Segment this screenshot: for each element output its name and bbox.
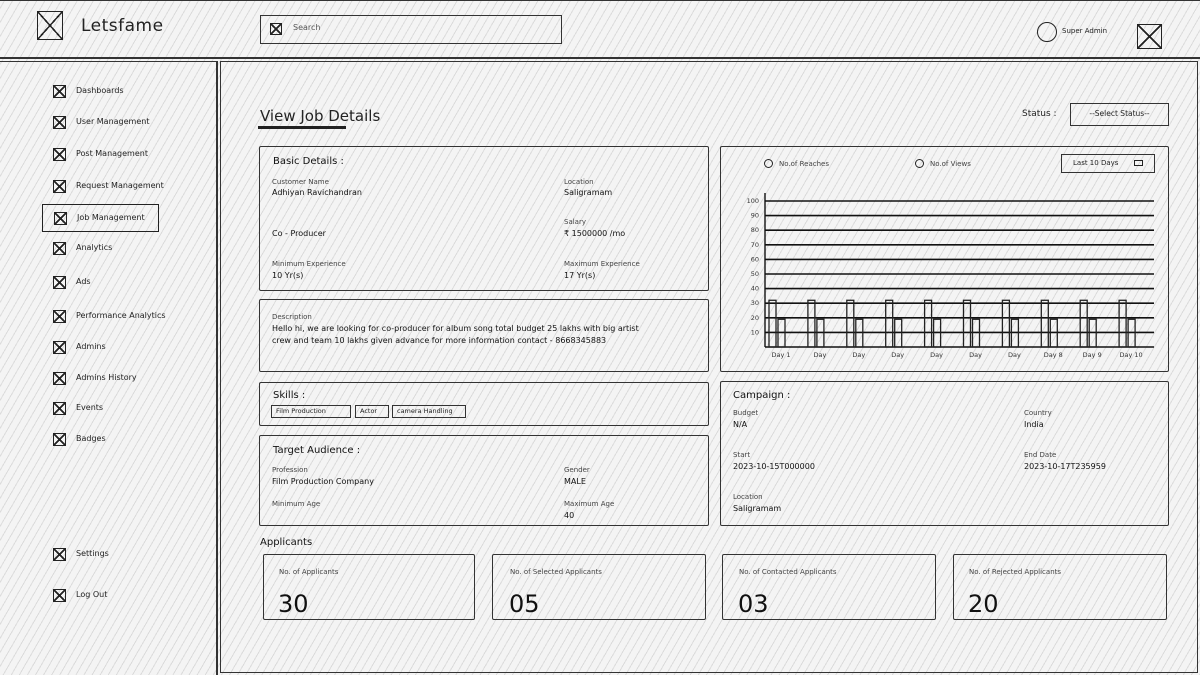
job-icon <box>54 212 67 225</box>
basic-details-card <box>259 146 709 291</box>
max-age-value: 40 <box>564 511 575 520</box>
menu-icon[interactable] <box>1137 24 1162 49</box>
min-age-label: Minimum Age <box>272 500 321 508</box>
x-tick-label: Day 8 <box>1043 351 1063 359</box>
campaign-location-value: Saligramam <box>733 504 782 513</box>
post-icon <box>53 148 66 161</box>
user-name[interactable]: Super Admin <box>1062 27 1108 35</box>
bar-reaches <box>769 300 776 347</box>
rejected-applicants-count: 20 <box>968 590 999 618</box>
bar-reaches <box>1119 300 1126 347</box>
skill-tag: camera Handling <box>392 405 466 418</box>
sidebar-item-job-management[interactable] <box>42 204 159 232</box>
y-tick-label: 80 <box>750 226 759 235</box>
bar-reaches <box>847 300 854 347</box>
sidebar-item-label: Request Management <box>76 181 164 190</box>
x-tick-label: Day 1 <box>771 351 791 359</box>
sidebar-item-log-out[interactable] <box>42 582 159 610</box>
skills-card <box>259 382 709 426</box>
contacted-applicants-label: No. of Contacted Applicants <box>739 568 837 576</box>
x-tick-label: Day <box>852 351 866 359</box>
x-tick-label: Day <box>930 351 944 359</box>
budget-label: Budget <box>733 409 759 417</box>
campaign-title: Campaign : <box>733 390 791 401</box>
min-experience-value: 10 Yr(s) <box>272 271 304 280</box>
sidebar-item-label: Settings <box>76 549 109 558</box>
app-logo-icon[interactable] <box>37 11 63 40</box>
app-title: Letsfame <box>81 16 164 36</box>
y-tick-label: 50 <box>750 270 759 278</box>
description-line-1: Hello hi, we are looking for co-producer for album song total budget 25 lakhs with big artist <box>272 324 639 333</box>
y-tick-label: 60 <box>750 255 759 264</box>
start-value: 2023-10-15T000000 <box>733 462 815 471</box>
bar-reaches <box>1002 300 1009 347</box>
location-label: Location <box>564 178 594 186</box>
page-title: View Job Details <box>260 107 381 125</box>
ads-icon <box>53 276 66 289</box>
sidebar-item-badges[interactable] <box>42 426 159 454</box>
bar-reaches <box>964 300 971 347</box>
sidebar-item-label: Job Management <box>77 213 145 222</box>
customer-name-value: Adhiyan Ravichandran <box>272 188 362 197</box>
sidebar-item-label: Ads <box>76 277 91 286</box>
events-icon <box>53 402 66 415</box>
logout-icon <box>53 589 66 602</box>
role-value: Co - Producer <box>272 229 326 238</box>
applicants-count: 30 <box>278 590 309 618</box>
admins-icon <box>53 341 66 354</box>
sidebar-item-events[interactable] <box>42 395 159 423</box>
sidebar-item-request-management[interactable] <box>42 173 164 201</box>
budget-value: N/A <box>733 420 748 429</box>
profession-value: Film Production Company <box>272 477 374 486</box>
basic-details-title: Basic Details : <box>273 156 344 167</box>
top-header <box>0 0 1200 59</box>
bar-reaches <box>1041 300 1048 347</box>
sidebar-item-label: Post Management <box>76 149 148 158</box>
sidebar-item-label: Log Out <box>76 590 108 599</box>
location-value: Saligramam <box>564 188 613 197</box>
max-experience-label: Maximum Experience <box>564 260 640 268</box>
end-date-label: End Date <box>1024 451 1057 459</box>
request-icon <box>53 180 66 193</box>
skill-tag: Film Production <box>271 405 351 418</box>
sidebar-item-user-management[interactable] <box>42 109 159 137</box>
sidebar-item-label: Admins History <box>76 373 137 382</box>
sidebar-item-label: User Management <box>76 117 150 126</box>
x-tick-label: Day <box>813 351 827 359</box>
y-tick-label: 20 <box>750 313 759 322</box>
sidebar-item-label: Dashboards <box>76 86 124 95</box>
dashboard-icon <box>53 85 66 98</box>
campaign-card <box>720 381 1169 526</box>
skill-tag: Actor <box>355 405 389 418</box>
search-placeholder: Search <box>293 23 321 32</box>
x-tick-label: Day <box>969 351 982 359</box>
title-underline <box>258 126 346 129</box>
bar-reaches <box>1080 300 1087 347</box>
sidebar-item-dashboards[interactable] <box>42 78 159 106</box>
profession-label: Profession <box>272 466 308 474</box>
x-tick-label: Day <box>1007 351 1021 359</box>
bar-reaches <box>886 300 893 347</box>
avatar[interactable] <box>1037 22 1057 42</box>
settings-icon <box>53 548 66 561</box>
y-tick-label: 70 <box>750 240 759 249</box>
sidebar-item-label: Events <box>76 403 104 412</box>
legend-reaches: No.of Reaches <box>779 160 829 168</box>
start-label: Start <box>733 451 751 459</box>
sidebar-item-label: Performance Analytics <box>76 311 166 320</box>
legend-views: No.of Views <box>930 160 971 168</box>
end-date-value: 2023-10-17T235959 <box>1024 462 1106 471</box>
salary-value: ₹ 1500000 /mo <box>564 229 626 238</box>
status-label: Status : <box>1022 109 1057 119</box>
description-line-2: crew and team 10 lakhs given advance for more information contact - 8668345883 <box>272 336 607 345</box>
bar-reaches <box>925 300 932 347</box>
x-tick-label: Day 10 <box>1119 351 1143 359</box>
min-experience-label: Minimum Experience <box>272 260 346 268</box>
date-range-label: Last 10 Days <box>1073 159 1119 167</box>
applicants-title: Applicants <box>260 537 313 548</box>
sidebar-item-analytics[interactable] <box>42 235 159 263</box>
y-tick-label: 10 <box>750 328 759 337</box>
sidebar-item-settings[interactable] <box>42 541 159 569</box>
selected-applicants-label: No. of Selected Applicants <box>510 568 602 576</box>
analytics-icon <box>53 242 66 255</box>
rejected-applicants-label: No. of Rejected Applicants <box>969 568 1062 576</box>
x-tick-label: Day <box>891 351 905 359</box>
applicants-card-label: No. of Applicants <box>279 568 339 576</box>
max-age-label: Maximum Age <box>564 500 615 508</box>
description-overflow <box>272 336 607 345</box>
campaign-location-label: Location <box>733 493 763 501</box>
y-tick-label: 30 <box>750 299 759 308</box>
salary-label: Salary <box>564 218 586 226</box>
y-tick-label: 90 <box>750 211 759 220</box>
customer-name-label: Customer Name <box>272 178 329 186</box>
sidebar-item-label: Analytics <box>76 243 113 252</box>
sidebar-item-admins[interactable] <box>42 334 159 362</box>
performance-icon <box>53 310 66 323</box>
sidebar-item-performance-analytics[interactable] <box>42 303 166 331</box>
sidebar-item-post-management[interactable] <box>42 141 159 169</box>
x-tick-label: Day 9 <box>1082 351 1102 359</box>
y-tick-label: 100 <box>746 197 759 205</box>
search-icon <box>270 23 282 35</box>
search-input[interactable] <box>260 15 562 44</box>
reaches-views-chart <box>720 146 1169 372</box>
country-value: India <box>1024 420 1044 429</box>
y-tick-label: 40 <box>750 284 759 293</box>
gender-value: MALE <box>564 477 586 486</box>
sidebar-item-admins-history[interactable] <box>42 365 159 393</box>
users-icon <box>53 116 66 129</box>
country-label: Country <box>1024 409 1052 417</box>
description-label: Description <box>272 313 312 321</box>
sidebar-item-ads[interactable] <box>42 269 159 297</box>
skills-title: Skills : <box>273 390 306 401</box>
history-icon <box>53 372 66 385</box>
gender-label: Gender <box>564 466 590 474</box>
badges-icon <box>53 433 66 446</box>
status-select[interactable]: --Select Status-- <box>1070 103 1169 126</box>
selected-applicants-count: 05 <box>509 590 540 618</box>
sidebar-item-label: Badges <box>76 434 106 443</box>
bar-reaches <box>808 300 815 347</box>
contacted-applicants-count: 03 <box>738 590 769 618</box>
max-experience-value: 17 Yr(s) <box>564 271 596 280</box>
sidebar-item-label: Admins <box>76 342 106 351</box>
target-audience-title: Target Audience : <box>273 445 361 456</box>
